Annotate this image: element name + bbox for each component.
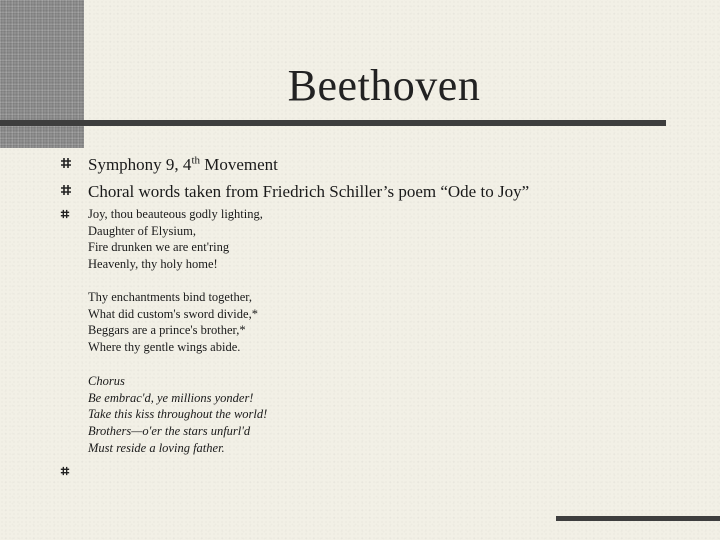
- poem-line: Joy, thou beauteous godly lighting,: [88, 207, 263, 221]
- poem-chorus: [88, 373, 267, 457]
- bullet-choral-words: Choral words taken from Friedrich Schiller’s poem “Ode to Joy”: [88, 182, 530, 201]
- poem-line: Heavenly, thy holy home!: [88, 257, 218, 272]
- slide-title: Beethoven: [287, 61, 481, 110]
- poem-line: Be embrac'd, ye millions yonder!: [88, 390, 254, 405]
- hash-bullet-icon: [60, 466, 72, 478]
- hash-bullet-icon: [60, 157, 72, 169]
- poem-stanza-2: [88, 289, 258, 356]
- bullet-symphony-text: Symphony 9, 4: [88, 155, 192, 174]
- poem-line: Chorus: [88, 374, 125, 388]
- poem-line: Take this kiss throughout the world!: [88, 407, 268, 422]
- poem-line: Brothers—o'er the stars unfurl'd: [88, 424, 251, 439]
- poem-line: What did custom's sword divide,*: [88, 306, 258, 321]
- poem-line: Thy enchantments bind together,: [88, 290, 253, 304]
- bottom-accent-rule: [556, 516, 720, 521]
- title-divider-rule: [0, 120, 666, 126]
- poem-line: Daughter of Elysium,: [88, 223, 196, 238]
- bullet-symphony: [88, 154, 278, 176]
- poem-stanza-1: [88, 206, 263, 273]
- bullet-symphony-sup: th: [191, 154, 200, 167]
- poem-line: Beggars are a prince's brother,*: [88, 323, 246, 338]
- hash-bullet-icon: [60, 209, 72, 221]
- poem-line: Must reside a loving father.: [88, 440, 225, 455]
- poem-line: Where thy gentle wings abide.: [88, 340, 241, 355]
- hash-bullet-icon: [60, 184, 72, 196]
- poem-line: Fire drunken we are ent'ring: [88, 240, 230, 255]
- bullet-symphony-text-end: Movement: [200, 155, 278, 174]
